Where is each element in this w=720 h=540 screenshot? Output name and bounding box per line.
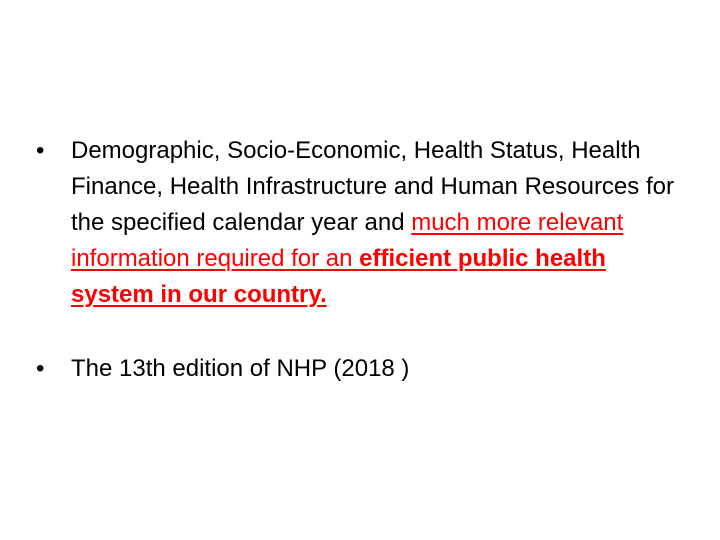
bullet-item-1 — [36, 133, 676, 313]
bullet-icon: • — [36, 137, 45, 164]
bullet-1-highlight-text: much more relevant information required for an — [71, 209, 624, 272]
bullet-item-2 — [36, 351, 676, 387]
bullet-1-emphasis-text: efficient public health system in our country. — [71, 245, 606, 308]
bullet-2-text: The 13th edition of NHP (2018 ) — [71, 355, 410, 382]
bullet-icon: • — [36, 355, 45, 382]
bullet-list — [36, 133, 676, 387]
bullet-1-text: Demographic, Socio-Economic, Health Status, Health Finance, Health Infrastructure and Human Resources for the specified calendar year and — [71, 137, 674, 236]
